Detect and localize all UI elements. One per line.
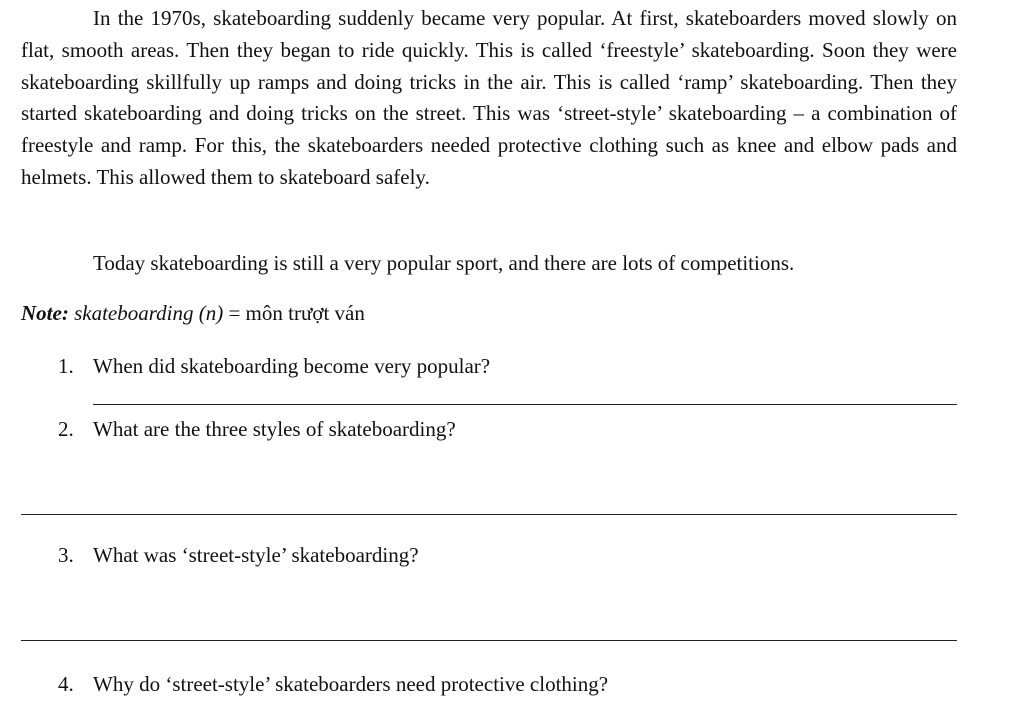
vocabulary-note bbox=[21, 298, 365, 328]
passage-paragraph-1: In the 1970s, skateboarding suddenly became very popular. At first, skateboarders moved slowly on flat, smooth areas. Then they began to ride quickly. This is called ‘freestyle’ skateboarding. Soon they were skateboarding skillfully up ramps and doing tricks in the air. This is called ‘ramp’ skateboarding. Then they started skateboarding and doing tricks on the street. This was ‘street-style’ skateboarding – a combination of freestyle and ramp. For this, the skateboarders needed protective clothing such as knee and elbow pads and helmets. This allowed them to skateboard safely. bbox=[21, 6, 957, 189]
question-1 bbox=[58, 351, 490, 381]
question-number: 3. bbox=[58, 543, 74, 567]
answer-line-1[interactable] bbox=[93, 404, 957, 405]
note-label: Note: bbox=[21, 301, 69, 325]
note-term: skateboarding (n) bbox=[74, 301, 224, 325]
question-2 bbox=[58, 414, 456, 444]
question-text: What was ‘street-style’ skateboarding? bbox=[93, 543, 419, 567]
answer-line-3[interactable] bbox=[21, 640, 957, 641]
question-number: 4. bbox=[58, 672, 74, 696]
question-number: 2. bbox=[58, 417, 74, 441]
question-text: Why do ‘street-style’ skateboarders need protective clothing? bbox=[93, 672, 609, 696]
question-text: When did skateboarding become very popular? bbox=[93, 354, 491, 378]
question-3 bbox=[58, 540, 419, 570]
note-definition: = môn trượt ván bbox=[223, 301, 365, 325]
question-number: 1. bbox=[58, 354, 74, 378]
passage-paragraph-2: Today skateboarding is still a very popular sport, and there are lots of competitions. bbox=[93, 251, 795, 275]
question-4 bbox=[58, 669, 608, 699]
question-text: What are the three styles of skateboarding? bbox=[93, 417, 456, 441]
answer-line-2[interactable] bbox=[21, 514, 957, 515]
